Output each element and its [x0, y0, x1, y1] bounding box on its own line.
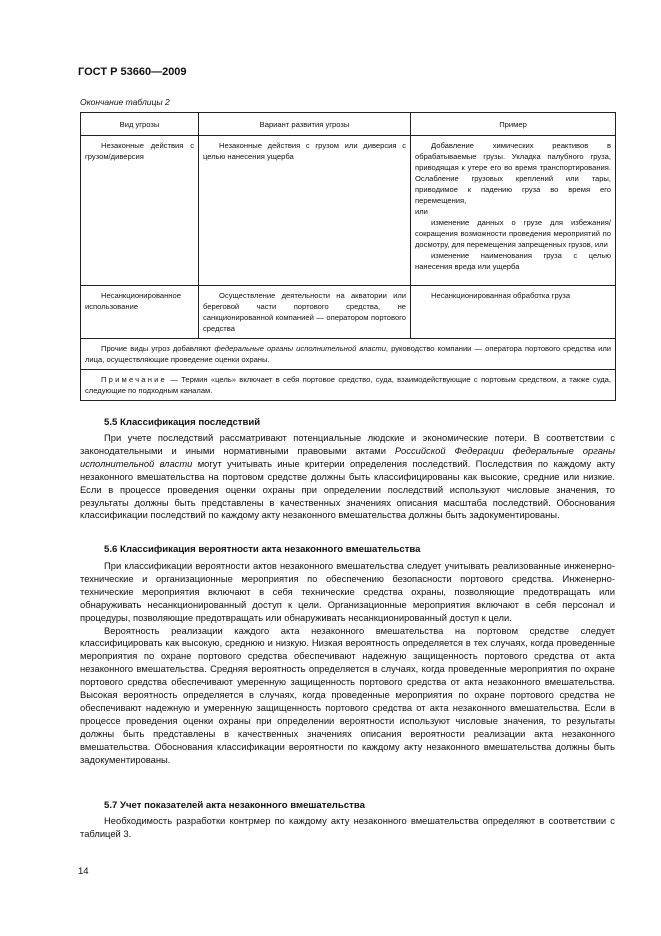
cell-threat: Незаконные действия с грузом/диверсия [81, 136, 199, 286]
table-footer-text [81, 339, 616, 370]
section-5-7-body [80, 815, 615, 841]
cell-variant: Осуществление деятельности на акватории или береговой части портового средства, не санкционированной компанией — оператором портового средства [199, 286, 411, 339]
table-row [81, 286, 616, 339]
table-note [81, 370, 616, 401]
cell-example [411, 136, 616, 286]
paragraph: При классификации вероятности актов незаконного вмешательства следует учитывать реализованные инженерно-технические и организационные мероприятия по обеспечению безопасности портового средства. Инженерно-технические мероприятия включают в себя технические средства охраны, позволяющие предотвращать или обнаруживать несанкционированный доступ к цели. Организационные мероприятия включают в себя персонал и процедуры, позволяющие предотвращать или обнаруживать несанкционированный доступ к цели. [80, 560, 615, 623]
cell-example: Несанкционированная обработка груза [411, 286, 616, 339]
paragraph: Вероятность реализации каждого акта незаконного вмешательства на портовом средстве следует классифицировать как высокую, среднюю и низкую. Низкая вероятность определяется в тех случаях, когда проведенные мероприятия по охране портового средства обеспечивают надежную защищенность портового средства от акта незаконного вмешательства. Средняя вероятность определяется в случаях, когда проведенные мероприятия по охране портового средства обеспечивают умеренную защищенность портового средства от акта незаконного вмешательства. Высокая вероятность определяется в случаях, когда проведенные мероприятия по охране портового средства не обеспечивают надежную и умеренную защищенность портового средства от акта незаконного вмешательства. Если в процессе проведения оценки охраны при определении вероятности используют числовые значения, то результаты должны быть представлены в качественных значениях описания вероятности реализации акта незаконного вмешательства. Обоснования классификации вероятности по каждому акту незаконного вмешательства должны быть задокументированы. [80, 624, 615, 765]
note-label: Примечание [101, 375, 167, 384]
table-footer-row [81, 339, 616, 370]
column-header-example: Пример [411, 113, 616, 136]
text-run: могут учитывать иные критерии определения последствий. Последствия по каждому акту незаконного вмешательства на портовом средстве должны быть классифицированы как высокие, средние или низкие. Если в процессе проведения оценки охраны при определении последствий используют числовые значения, то результаты должны быть представлены в качественных значениях описания масштаба последствий. Обоснования классификации последствий по каждому акту незаконного вмешательства должны быть задокументированы. [80, 457, 615, 521]
section-5-7-title: 5.7 Учет показателей акта незаконного вмешательства [104, 800, 365, 811]
table-header-row [81, 113, 616, 136]
section-5-6-body [80, 560, 615, 767]
cell-variant: Незаконные действия с грузом или диверсия с целью нанесения ущерба [199, 136, 411, 286]
section-5-6-title: 5.6 Классификация вероятности акта незаконного вмешательства [104, 544, 421, 555]
footer-text-italic: федеральные органы исполнительной власти [214, 344, 386, 353]
threat-table [80, 112, 616, 401]
example-paragraph: Добавление химических реактивов в обрабатываемые грузы. Укладка палубного груза, приводящая к утере его во время транспортирования. Ослабление грузовых креплений или тары, приводимое к падению груза во время его перемещения, [415, 141, 611, 205]
paragraph [80, 432, 615, 522]
footer-text-start: Прочие виды угроз добавляют [101, 344, 215, 353]
example-paragraph: изменение наименования груза с целью нанесения вреда или ущерба [415, 251, 611, 271]
note-text: — Термин «цель» включает в себя портовое средство, суда, взаимодействующие с портовым средством, а также суда, следующие по подходным каналам. [85, 375, 611, 395]
paragraph: Необходимость разработки контрмер по каждому акту незаконного вмешательства определяют в соответствии с таблицей 3. [80, 815, 615, 839]
example-or: или [415, 207, 428, 216]
cell-threat: Несанкционированное использование [81, 286, 199, 339]
example-paragraph: изменение данных о грузе для избежания/сокращения возможности проведения мероприятий по досмотру, для перемещения запрещенных грузов, или [415, 218, 611, 249]
table-note-row [81, 370, 616, 401]
text-run: При учете последствий рассматривают потенциальные людские и экономические потери. В соответствии с законодательными и иными нормативными правовыми актами [80, 432, 615, 456]
page-number: 14 [78, 866, 89, 877]
standard-header: ГОСТ Р 53660—2009 [78, 66, 187, 78]
text-run-italic: Российской Федерации федеральные органы исполнительной власти [80, 444, 615, 469]
footer-text-end: , руководство компании — оператора портового средства или лица, осуществляющие проведение оценки охраны. [85, 344, 612, 364]
column-header-variant: Вариант развития угрозы [199, 113, 411, 136]
section-5-5-body [80, 432, 615, 522]
table-row [81, 136, 616, 286]
section-5-5-title: 5.5 Классификация последствий [104, 417, 261, 428]
column-header-threat: Вид угрозы [81, 113, 199, 136]
table-caption: Окончание таблицы 2 [80, 97, 170, 107]
